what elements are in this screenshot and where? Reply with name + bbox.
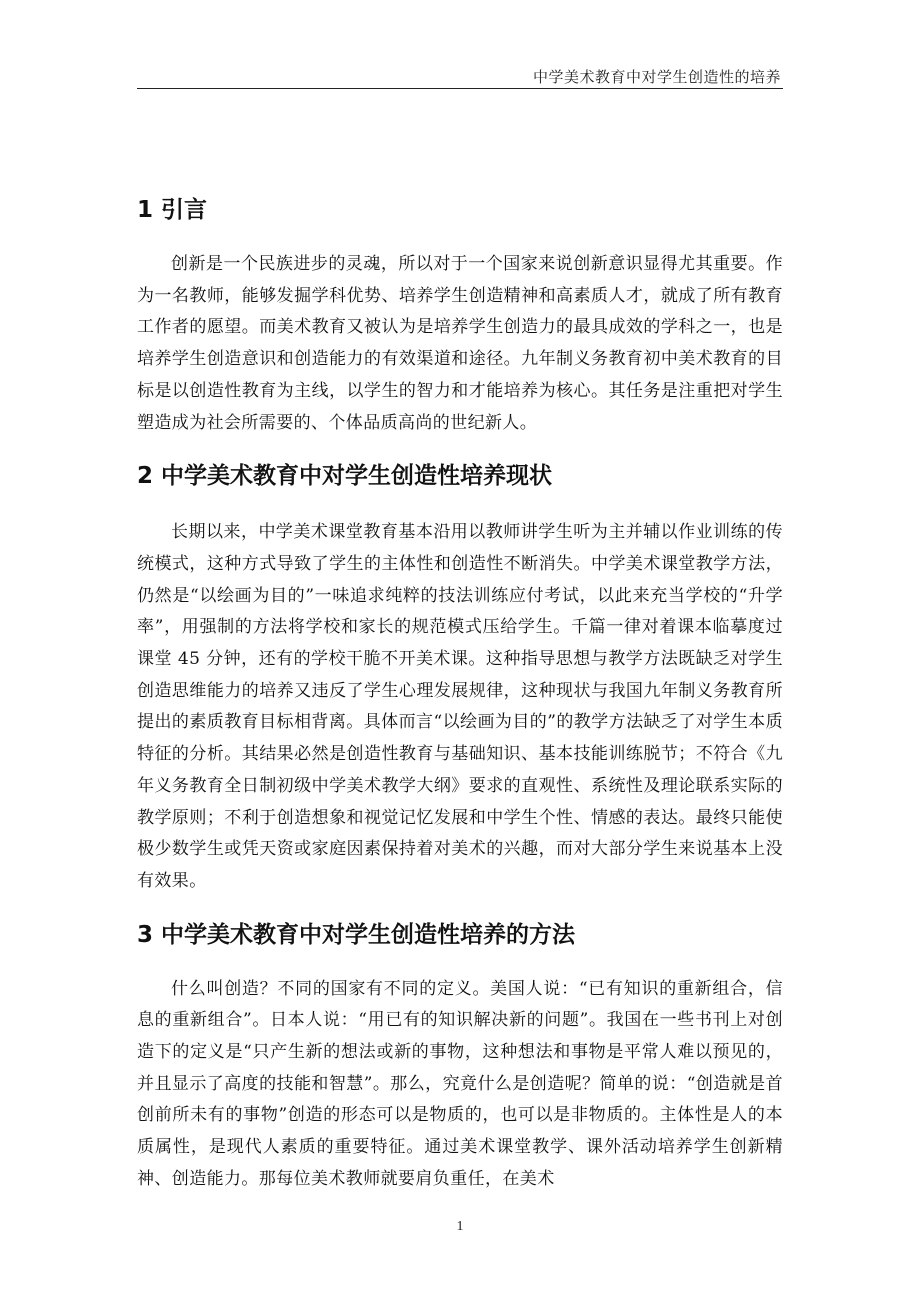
section-1-heading: 1 引言 [137,197,208,223]
section-1-paragraph: 创新是一个民族进步的灵魂，所以对于一个国家来说创新意识显得尤其重要。作为一名教师，能够发掘学科优势、培养学生创造精神和高素质人才，就成了所有教育工作者的愿望。而美术教育又被认为是培养学生创造力的最具成效的学科之一，也是培养学生创造意识和创造能力的有效渠道和途径。九年制义务教育初中美术教育的目标是以创造性教育为主线，以学生的智力和才能培养为核心。其任务是注重把对学生塑造成为社会所需要的、个体品质高尚的世纪新人。 [137,254,783,433]
section-2-paragraph: 长期以来，中学美术课堂教育基本沿用以教师讲学生听为主并辅以作业训练的传统模式，这种方式导致了学生的主体性和创造性不断消失。中学美术课堂教学方法，仍然是“以绘画为目的”一味追求纯粹的技法训练应付考试，以此来充当学校的“升学率”，用强制的方法将学校和家长的规范模式压给学生。千篇一律对着课本临摹度过课堂 45 分钟，还有的学校干脆不开美术课。这种指导思想与教学方法既缺乏对学生创造思维能力的培养又违反了学生心理发展规律，这种现状与我国九年制义务教育所提出的素质教育目标相背离。具体而言“以绘画为目的”的教学方法缺乏了对学生本质特征的分析。其结果必然是创造性教育与基础知识、基本技能训练脱节；不符合《九年义务教育全日制初级中学美术教学大纲》要求的直观性、系统性及理论联系实际的教学原则；不利于创造想象和视觉记忆发展和中学生个性、情感的表达。最终只能使极少数学生或凭天资或家庭因素保持着对美术的兴趣，而对大部分学生来说基本上没有效果。 [137,522,783,891]
section-3-paragraph: 什么叫创造？不同的国家有不同的定义。美国人说：“已有知识的重新组合，信息的重新组合”。日本人说：“用已有的知识解决新的问题”。我国在一些书刊上对创造下的定义是“只产生新的想法或新的事物，这种想法和事物是平常人难以预见的，并且显示了高度的技能和智慧”。那么，究竟什么是创造呢？简单的说：“创造就是首创前所未有的事物”创造的形态可以是物质的，也可以是非物质的。主体性是人的本质属性，是现代人素质的重要特征。通过美术课堂教学、课外活动培养学生创新精神、创造能力。那每位美术教师就要肩负重任，在美术 [137,978,783,1189]
section-3-heading: 3 中学美术教育中对学生创造性培养的方法 [137,921,576,948]
header-title: 中学美术教育中对学生创造性的培养 [532,68,781,86]
document-body [137,188,783,1196]
page-header [137,64,783,89]
page-number: 1 [456,1219,464,1234]
section-2-heading: 2 中学美术教育中对学生创造性培养现状 [137,463,553,490]
